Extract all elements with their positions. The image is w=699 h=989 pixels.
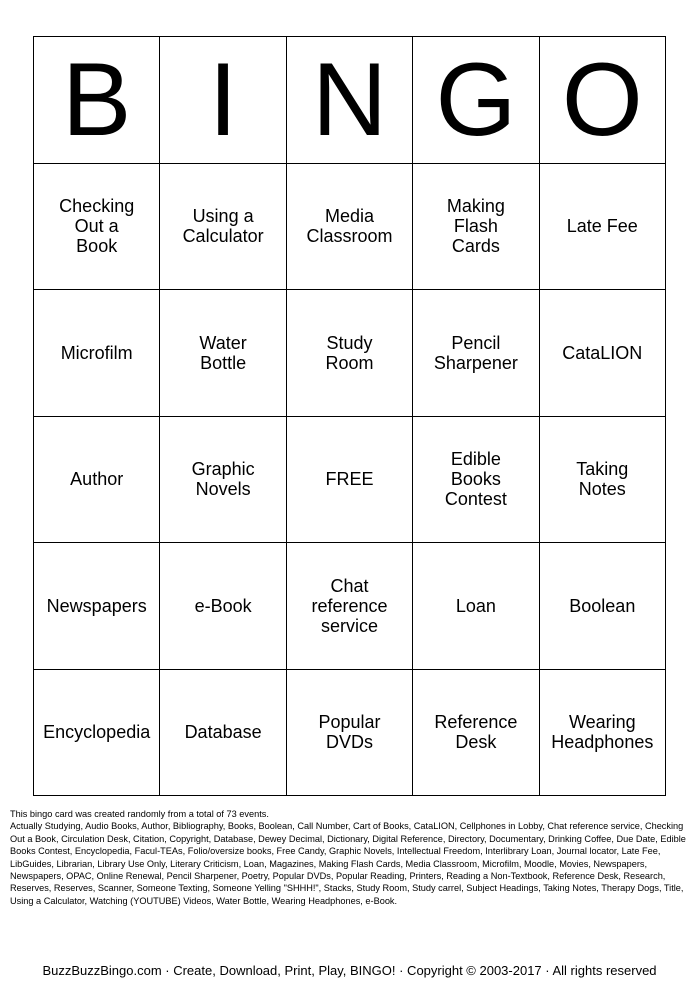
bingo-square: Late Fee — [540, 164, 666, 291]
bingo-square: Popular DVDs — [287, 670, 413, 797]
bingo-square: Taking Notes — [540, 417, 666, 544]
bingo-square: Using a Calculator — [160, 164, 286, 291]
free-square: FREE — [287, 417, 413, 544]
bingo-square: Making Flash Cards — [413, 164, 539, 291]
header-letter-n: N — [287, 37, 413, 164]
description-intro: This bingo card was created randomly from a total of 73 events. — [10, 809, 269, 819]
site-footer: BuzzBuzzBingo.com · Create, Download, Print, Play, BINGO! · Copyright © 2003-2017 · All rights reserved — [42, 963, 657, 978]
bingo-square: Wearing Headphones — [540, 670, 666, 797]
header-letter-i: I — [160, 37, 286, 164]
bingo-square: Newspapers — [34, 543, 160, 670]
bingo-square: CataLION — [540, 290, 666, 417]
bingo-square: Reference Desk — [413, 670, 539, 797]
bingo-square: Graphic Novels — [160, 417, 286, 544]
bingo-square: Loan — [413, 543, 539, 670]
bingo-square: Chat reference service — [287, 543, 413, 670]
bingo-square: Water Bottle — [160, 290, 286, 417]
bingo-square: e-Book — [160, 543, 286, 670]
bingo-square: Media Classroom — [287, 164, 413, 291]
bingo-square: Edible Books Contest — [413, 417, 539, 544]
bingo-square: Boolean — [540, 543, 666, 670]
bingo-square: Encyclopedia — [34, 670, 160, 797]
header-letter-g: G — [413, 37, 539, 164]
bingo-card — [33, 36, 666, 796]
bingo-square: Pencil Sharpener — [413, 290, 539, 417]
header-letter-o: O — [540, 37, 666, 164]
bingo-square: Microfilm — [34, 290, 160, 417]
bingo-square: Checking Out a Book — [34, 164, 160, 291]
event-list: Actually Studying, Audio Books, Author, Bibliography, Books, Boolean, Call Number, Cart of Books, CataLION, Cellphones in Lobby, Chat reference service, Checking Out a Book, Circulation Desk, Citation, Copyright, Database, Dewey Decimal, Dictionary, Digital Reference, Directory, Documentary, Drinking Coffee, Due Date, Edible Books Contest, Encyclopedia, Facul-TEAs, Folio/oversize books, Free Candy, Graphic Novels, Intellectual Freedom, Interlibrary Loan, Journal locator, Late Fee, LibGuides, Librarian, Library Use Only, Literary Criticism, Loan, Magazines, Making Flash Cards, Media Classroom, Microfilm, Moodle, Movies, Newspapers, Newspapers, OPAC, Online Renewal, Pencil Sharpener, Poetry, Popular DVDs, Popular Reading, Printers, Reading a Non-Textbook, Reference Desk, Research, Reserves, Reserves, Scanner, Someone Texting, Someone Yelling "SHHH!", Stacks, Study Room, Study carrel, Subject Headings, Taking Notes, Therapy Dogs, Title, Using a Calculator, Watching (YOUTUBE) Videos, Water Bottle, Wearing Headphones, e-Book. — [10, 821, 686, 906]
bingo-square: Database — [160, 670, 286, 797]
card-description — [10, 808, 690, 907]
bingo-square: Author — [34, 417, 160, 544]
bingo-square: Study Room — [287, 290, 413, 417]
header-letter-b: B — [34, 37, 160, 164]
